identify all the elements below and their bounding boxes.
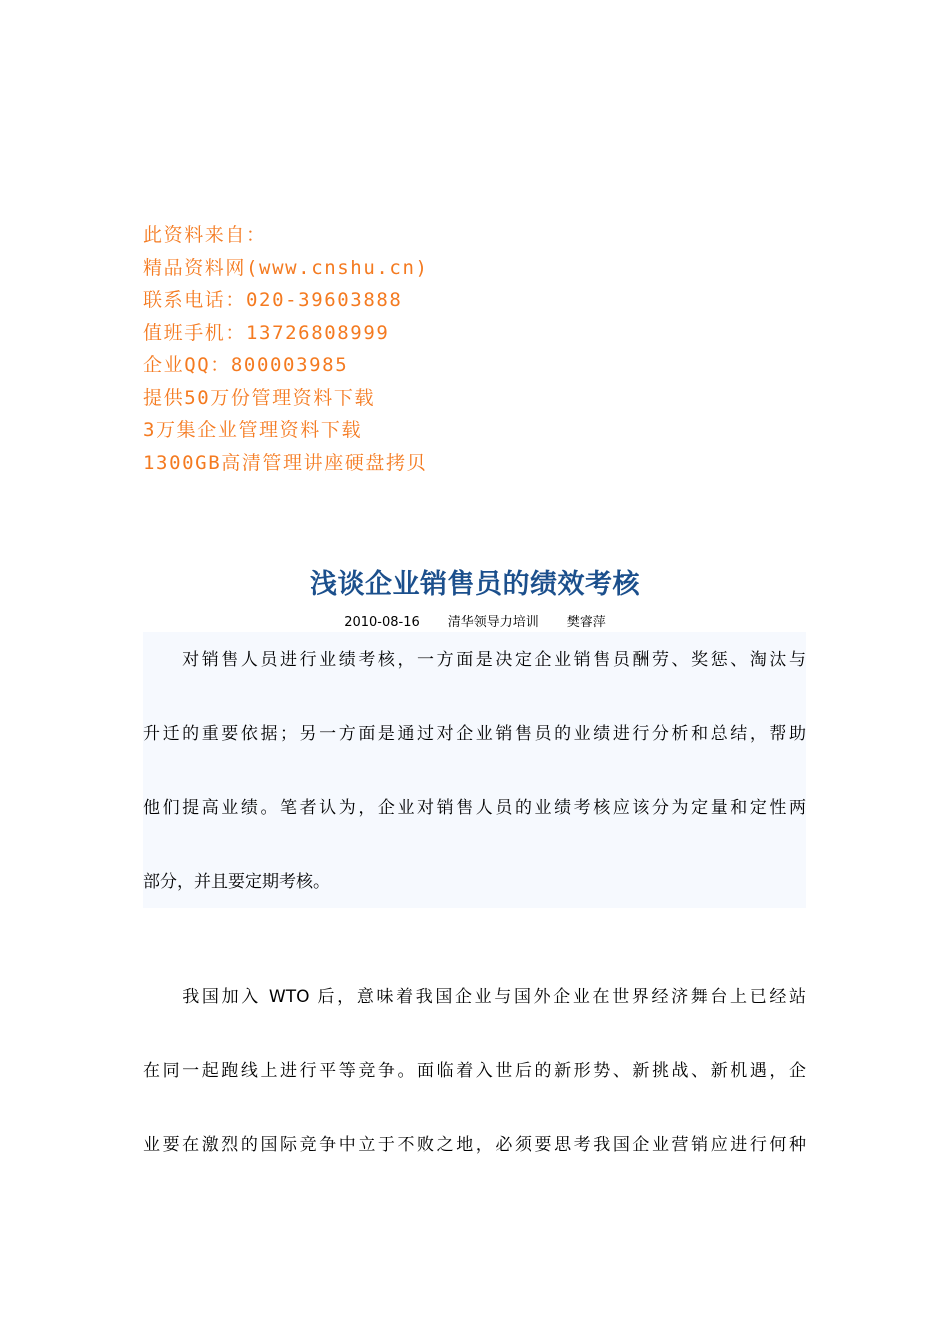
paragraph-line: 对销售人员进行业绩考核，一方面是决定企业销售员酬劳、奖惩、淘汰与 <box>143 650 806 670</box>
article-author: 樊睿萍 <box>566 615 606 630</box>
article-publisher: 清华领导力培训 <box>447 615 539 630</box>
article-paragraph-1 <box>143 632 806 908</box>
paragraph-line: 升迁的重要依据；另一方面是通过对企业销售员的业绩进行分析和总结，帮助 <box>143 724 806 744</box>
source-line-offer-2: 3万集企业管理资料下载 <box>143 419 363 441</box>
paragraph-line: 业要在激烈的国际竞争中立于不败之地，必须要思考我国企业营销应进行何种 <box>143 1135 806 1155</box>
source-line-mobile: 值班手机：13726808999 <box>143 321 390 344</box>
article-date: 2010-08-16 <box>344 615 420 630</box>
article-paragraph-2 <box>143 969 806 1191</box>
paragraph-line: 我国加入 WTO 后，意味着我国企业与国外企业在世界经济舞台上已经站 <box>143 987 806 1007</box>
source-line-website: 精品资料网(www.cnshu.cn) <box>143 256 429 279</box>
source-line-from: 此资料来自： <box>143 224 267 246</box>
source-line-phone: 联系电话：020-39603888 <box>143 289 403 311</box>
paragraph-line: 在同一起跑线上进行平等竞争。面临着入世后的新形势、新挑战、新机遇，企 <box>143 1061 806 1081</box>
source-line-offer-3: 1300GB高清管理讲座硬盘拷贝 <box>143 451 428 474</box>
article-title: 浅谈企业销售员的绩效考核 <box>310 569 640 600</box>
source-line-qq: 企业QQ：800003985 <box>143 354 349 376</box>
paragraph-line: 他们提高业绩。笔者认为，企业对销售人员的业绩考核应该分为定量和定性两 <box>143 798 806 818</box>
source-info-block <box>143 219 663 479</box>
article-meta <box>0 611 950 630</box>
source-line-offer-1: 提供50万份管理资料下载 <box>143 386 376 409</box>
paragraph-line: 部分，并且要定期考核。 <box>143 872 330 892</box>
